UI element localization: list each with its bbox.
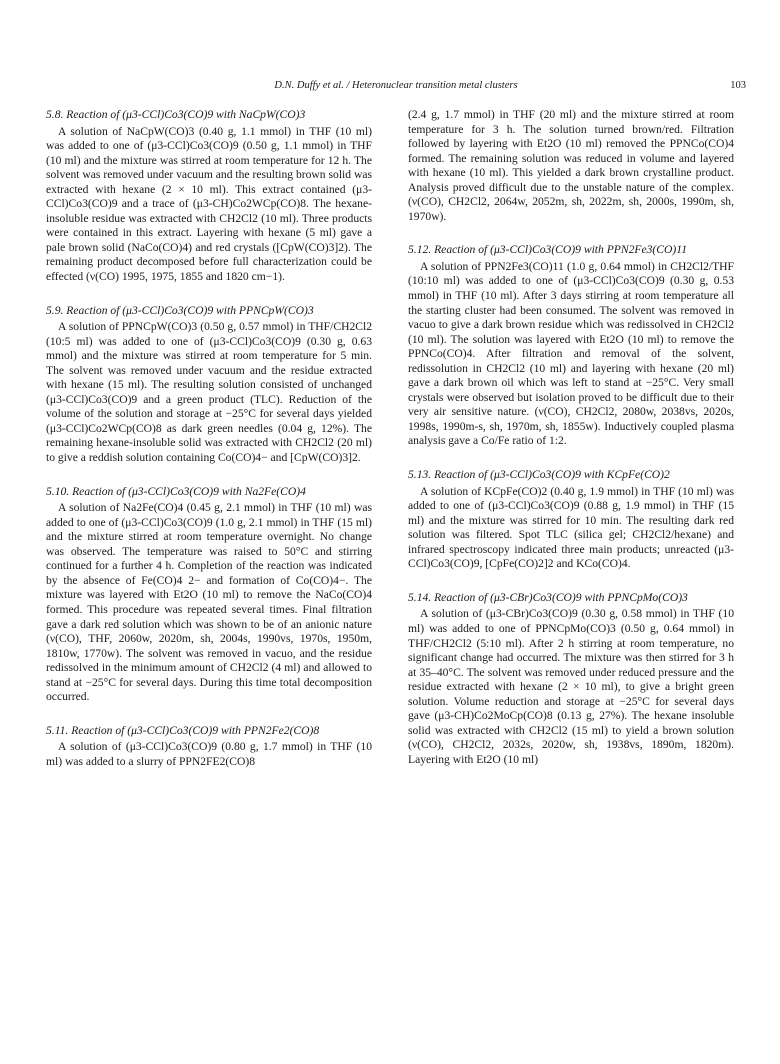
section-heading: 5.9. Reaction of (μ3-CCl)Co3(CO)9 with PPNCpW(CO)3 (46, 303, 314, 317)
section-5-9 (46, 304, 372, 466)
body-paragraph: A solution of PPNCpW(CO)3 (0.50 g, 0.57 mmol) in THF/CH2Cl2 (10:5 ml) was added to one of (μ3-CCl)Co3(CO)9 (0.30 g, 0.63 mmol) and the mixture was stirred at room temperature for 5 min. The solvent was removed under vacuum and the residue extracted with hexane (15 ml). The resulting solution consisted of unchanged (μ3-CCl)Co3(CO)9 and a green product (TLC). Reduction of the volume of the solution and storage at −25°C for several days yielded (μ3-CCl)Co2WCp(CO)8 as dark green needles (0.04 g, 12%). The remaining hexane-insoluble solid was extracted with CH2Cl2 (20 ml) to give a reddish solution containing Co(CO)4− and [CpW(CO)3]2. (46, 320, 372, 465)
body-paragraph: A solution of (μ3-CBr)Co3(CO)9 (0.30 g, 0.58 mmol) in THF (10 ml) was added to one of PPNCpMo(CO)3 (0.50 g, 0.64 mmol) in THF/CH2Cl2 (5:10 ml). After 2 h stirring at room temperature, no significant change had occurred. The mixture was then stirred for 3 h at 35–40°C. The solvent was removed under reduced pressure and the residue extracted with hexane (2 × 10 ml), to give a bright green solution. Volume reduction and storage at −25°C for several days gave (μ3-CH)Co2MoCp(CO)8 (0.13 g, 27%). The hexane insoluble solid was extracted with CH2Cl2 (15 ml) to yield a brown solution (ν(CO), CH2Cl2, 2032s, 2020w, sh, 1938vs, 1890m, 1820m). Layering with Et2O (10 ml) (408, 607, 734, 766)
body-paragraph: A solution of KCpFe(CO)2 (0.40 g, 1.9 mmol) in THF (10 ml) was added to one of (μ3-CCl)Co3(CO)9 (0.88 g, 1.9 mmol) in THF (15 ml) and the mixture was stirred for 10 min. The resulting dark red solution was filtered. Spot TLC (silica gel; CH2Cl2/hexane) and infrared spectroscopy indicated three main products; unreacted (μ3-CCl)Co3(CO)9, [CpFe(CO)2]2 and KCo(CO)4. (408, 484, 734, 571)
section-5-11-continued (408, 108, 734, 224)
left-column (46, 108, 372, 788)
body-paragraph: A solution of Na2Fe(CO)4 (0.45 g, 2.1 mmol) in THF (10 ml) was added to one of (μ3-CCl)Co3(CO)9 (1.0 g, 2.1 mmol) in THF (15 ml) and the mixture stirred at room temperature overnight. No change was observed. The temperature was raised to 50°C and stirring continued for a further 4 h. Completion of the reaction was indicated by the absence of Fe(CO)4 2− and formation of Co(CO)4−. The mixture was layered with Et2O (10 ml) to remove the NaCo(CO)4 formed. This procedure was repeated several times. Final filtration gave a dark red solution which was shown to be of an anionic nature (ν(CO), THF, 2060w, 2020m, sh, 2004s, 1990vs, 1970s, 1950m, 1810w, 1770w). The solvent was removed in vacuo, and the residue redissolved in the minimum amount of CH2Cl2 (4 ml) and allowed to stand at −25°C for several days. During this time total decomposition occurred. (46, 501, 372, 704)
section-5-11 (46, 724, 372, 770)
running-header (46, 80, 746, 96)
section-heading: 5.8. Reaction of (μ3-CCl)Co3(CO)9 with NaCpW(CO)3 (46, 108, 306, 121)
running-title: D.N. Duffy et al. / Heteronuclear transition metal clusters (274, 80, 518, 91)
page-number: 103 (730, 80, 746, 91)
section-heading: 5.13. Reaction of (μ3-CCl)Co3(CO)9 with KCpFe(CO)2 (408, 468, 670, 482)
body-paragraph: A solution of (μ3-CCl)Co3(CO)9 (0.80 g, 1.7 mmol) in THF (10 ml) was added to a slurry of PPN2FE2(CO)8 (46, 740, 372, 768)
section-5-14 (408, 591, 734, 768)
section-5-8 (46, 108, 372, 285)
body-paragraph: A solution of NaCpW(CO)3 (0.40 g, 1.1 mmol) in THF (10 ml) was added to one of (μ3-CCl)Co3(CO)9 (0.50 g, 1.1 mmol) in THF (10 ml) and the mixture was stirred at room temperature for 12 h. The solvent was removed under vacuum and the resulting brown solid was extracted with hexane (2 × 10 ml). This extract contained (μ3-CCl)Co3(CO)9 and a trace of (μ3-CH)Co2WCp(CO)8. The hexane-insoluble residue was extracted with CH2Cl2 (10 ml). Three products were contained in this extract. Layering with hexane (5 ml) gave a pale brown solid (NaCo(CO)4) and red crystals ([CpW(CO)3]2). The remaining product decomposed before full characterization could be effected (ν(CO) 1995, 1975, 1855 and 1820 cm−1). (46, 124, 372, 284)
section-heading: 5.12. Reaction of (μ3-CCl)Co3(CO)9 with PPN2Fe3(CO)11 (408, 243, 687, 257)
body-paragraph: (2.4 g, 1.7 mmol) in THF (20 ml) and the mixture stirred at room temperature for 3 h. The solution turned brown/red. Filtration followed by layering with Et2O (10 ml) removed the PPNCo(CO)4 formed. The remaining solution was reduced in volume and layered with hexane (10 ml). This yielded a dark brown crystalline product. Analysis proved difficult due to the unstable nature of the complex. (ν(CO), CH2Cl2, 2064w, 2052m, sh, 2022m, sh, 2000s, 1990m, sh, 1970w). (408, 108, 734, 223)
body-paragraph: A solution of PPN2Fe3(CO)11 (1.0 g, 0.64 mmol) in CH2Cl2/THF (10:10 ml) was added to one of (μ3-CCl)Co3(CO)9 (0.30 g, 0.53 mmol) in THF (10 ml). After 3 days stirring at room temperature all the starting cluster had been consumed. The solvent was removed in vacuo to give a dark brown residue which was redissolved in CH2Cl2 (10 ml). The solution was layered with Et2O (10 ml) to remove the PPNCo(CO)4. After filtration and removal of the solvent, redissolution in CH2Cl2 (10 ml) and layering with hexane (20 ml) gave a dark brown oil which was left to stand at −25°C. Very small crystals were observed but isolation proved to be difficult due to their very air sensitive nature. (ν(CO), CH2Cl2, 2080w, 2038vs, 2020s, 1998s, 1990m-s, sh, 1970m, sh, 1855w). Inductively coupled plasma analysis gave a Co/Fe ratio of 1:2. (408, 259, 734, 448)
section-heading: 5.11. Reaction of (μ3-CCl)Co3(CO)9 with PPN2Fe2(CO)8 (46, 723, 320, 737)
right-column (408, 108, 734, 786)
section-5-13 (408, 468, 734, 572)
section-5-10 (46, 485, 372, 705)
section-heading: 5.10. Reaction of (μ3-CCl)Co3(CO)9 with Na2Fe(CO)4 (46, 484, 306, 498)
section-heading: 5.14. Reaction of (μ3-CBr)Co3(CO)9 with PPNCpMo(CO)3 (408, 590, 688, 604)
section-5-12 (408, 243, 734, 449)
